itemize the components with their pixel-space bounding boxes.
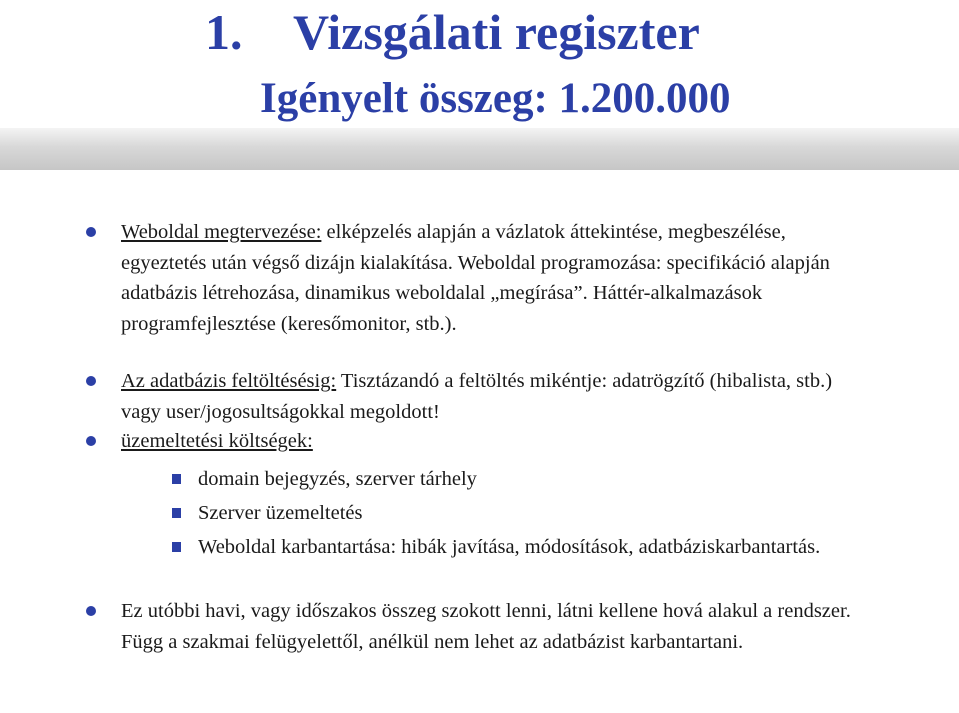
- bullet-text: elképzelés alapján a vázlatok áttekintése, megbeszélése, egyeztetés után végső dizájn kialakítása. Weboldal programozása: specifikáció alapján adatbázis létrehozása, dinamikus weboldalal „megírása”. Háttér-alkalmazások programfejlesztése (keresőmonitor, stb.).: [121, 221, 830, 335]
- sub-bullet-square: [172, 474, 181, 484]
- bullet-lead: Az adatbázis feltöltésésig:: [121, 370, 337, 392]
- bullet-dot: [86, 606, 96, 616]
- bullet-dot: [86, 227, 96, 237]
- bullet-item-operating-costs: [121, 426, 861, 457]
- sub-bullet-square: [172, 542, 181, 552]
- bullet-text: Tisztázandó a feltöltés mikéntje: adatrögzítő (hibalista, stb.) vagy user/jogosultságokkal megoldott!: [121, 370, 833, 423]
- sub-item-domain: domain bejegyzés, szerver tárhely: [198, 468, 477, 490]
- bullet-dot: [86, 436, 96, 446]
- slide-subtitle: Igényelt összeg: 1.200.000: [260, 75, 731, 122]
- title-number: 1.: [205, 4, 243, 60]
- sub-item-maintenance: Weboldal karbantartása: hibák javítása, módosítások, adatbáziskarbantartás.: [198, 536, 821, 558]
- title-text: Vizsgálati regiszter: [293, 4, 700, 60]
- bullet-item-web-design: [121, 217, 861, 339]
- bullet-lead: Weboldal megtervezése:: [121, 221, 322, 243]
- bullet-item-database-upload: [121, 366, 861, 427]
- sub-bullet-square: [172, 508, 181, 518]
- bullet-lead: üzemeltetési költségek:: [121, 430, 313, 452]
- bullet-item-periodic-cost: Ez utóbbi havi, vagy időszakos összeg szokott lenni, látni kellene hová alakul a rendszer. Függ a szakmai felügyelettől, anélkül nem lehet az adatbázist karbantartani.: [121, 600, 851, 653]
- sub-item-server: Szerver üzemeltetés: [198, 502, 363, 524]
- bullet-dot: [86, 376, 96, 386]
